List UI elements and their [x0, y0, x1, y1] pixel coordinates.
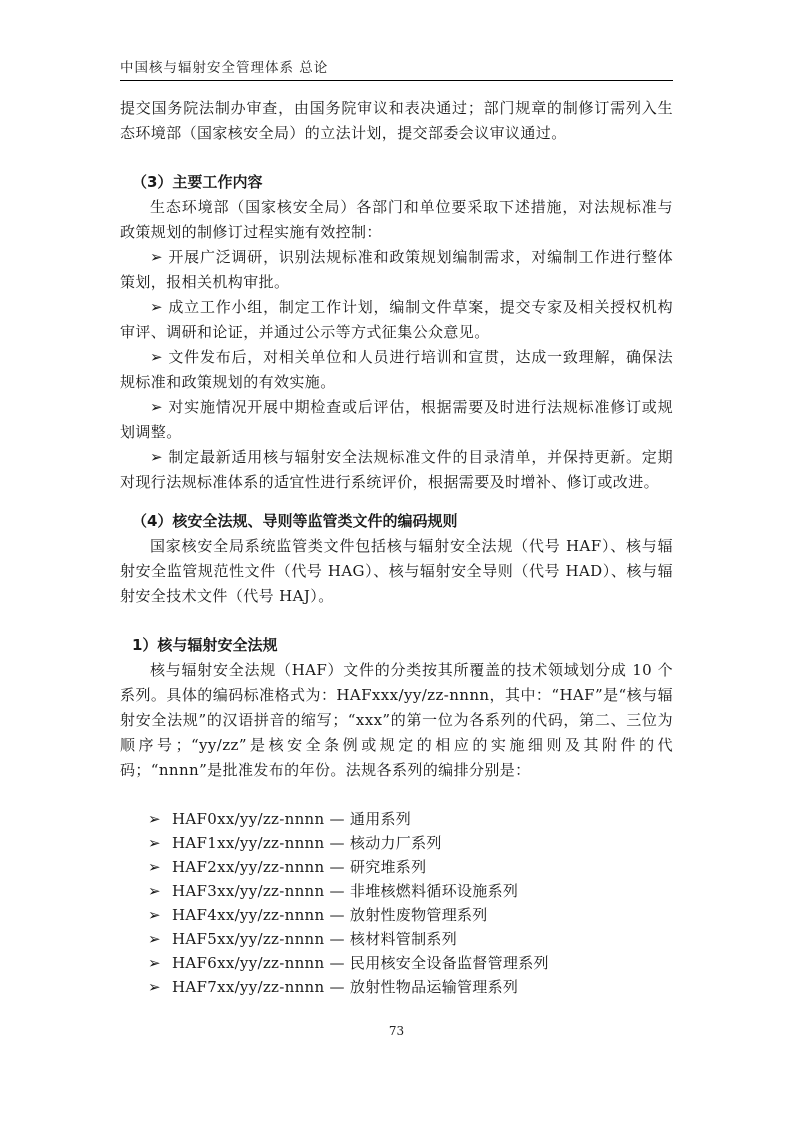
arrow-bullet-icon: ➢: [148, 834, 161, 852]
arrow-bullet-icon: ➢: [150, 398, 163, 416]
arrow-bullet-icon: ➢: [148, 858, 161, 876]
section-3-bullet: ➢ 对实施情况开展中期检查或后评估，根据需要及时进行法规标准修订或规划调整。: [120, 395, 673, 445]
list-item: ➢ HAF5xx/yy/zz-nnnn — 核材料管制系列: [120, 927, 673, 951]
arrow-bullet-icon: ➢: [148, 978, 161, 996]
arrow-bullet-icon: ➢: [148, 906, 161, 924]
haf-series-list: [120, 807, 673, 999]
intro-paragraph: 提交国务院法制办审查，由国务院审议和表决通过；部门规章的制修订需列入生态环境部（国家核安全局）的立法计划，提交部委会议审议通过。: [120, 99, 673, 142]
arrow-bullet-icon: ➢: [150, 248, 163, 266]
running-header: 中国核与辐射安全管理体系 总论: [120, 60, 329, 76]
arrow-bullet-icon: ➢: [148, 810, 161, 828]
list-item: ➢ HAF3xx/yy/zz-nnnn — 非堆核燃料循环设施系列: [120, 879, 673, 903]
arrow-bullet-icon: ➢: [150, 348, 163, 366]
arrow-bullet-icon: ➢: [148, 930, 161, 948]
page-body: [120, 96, 673, 999]
header-rule: [120, 80, 673, 81]
subsection-1-paragraph: 核与辐射安全法规（HAF）文件的分类按其所覆盖的技术领域划分成 10 个系列。具体的编码标准格式为：HAFxxx/yy/zz-nnnn，其中：“HAF”是“核与辐射安全法规”的汉语拼音的缩写；“xxx”的第一位为各系列的代码，第二、三位为顺序号；“yy/zz”是核安全条例或规定的相应的实施细则及其附件的代码；“nnnn”是批准发布的年份。法规各系列的编排分别是：: [120, 661, 673, 779]
section-4-heading: （4）核安全法规、导则等监管类文件的编码规则: [132, 512, 458, 530]
arrow-bullet-icon: ➢: [148, 954, 161, 972]
list-item: ➢ HAF1xx/yy/zz-nnnn — 核动力厂系列: [120, 831, 673, 855]
list-item: ➢ HAF0xx/yy/zz-nnnn — 通用系列: [120, 807, 673, 831]
section-3-intro: 生态环境部（国家核安全局）各部门和单位要采取下述措施，对法规标准与政策规划的制修订过程实施有效控制：: [120, 198, 673, 241]
section-3-heading: （3）主要工作内容: [132, 173, 263, 191]
list-item: ➢ HAF7xx/yy/zz-nnnn — 放射性物品运输管理系列: [120, 975, 673, 999]
arrow-bullet-icon: ➢: [150, 298, 163, 316]
list-item: ➢ HAF6xx/yy/zz-nnnn — 民用核安全设备监督管理系列: [120, 951, 673, 975]
page-number: 73: [388, 1024, 405, 1038]
subsection-1-heading: 1）核与辐射安全法规: [132, 636, 278, 654]
section-3-bullet: ➢ 文件发布后，对相关单位和人员进行培训和宣贯，达成一致理解，确保法规标准和政策规划的有效实施。: [120, 345, 673, 395]
section-4-paragraph: 国家核安全局系统监管类文件包括核与辐射安全法规（代号 HAF）、核与辐射安全监管规范性文件（代号 HAG）、核与辐射安全导则（代号 HAD）、核与辐射安全技术文件（代号 HAJ）。: [120, 537, 673, 605]
section-3-bullet: ➢ 制定最新适用核与辐射安全法规标准文件的目录清单，并保持更新。定期对现行法规标准体系的适宜性进行系统评价，根据需要及时增补、修订或改进。: [120, 445, 673, 495]
section-3-bullet: ➢ 开展广泛调研，识别法规标准和政策规划编制需求，对编制工作进行整体策划，报相关机构审批。: [120, 245, 673, 295]
section-3-bullet: ➢ 成立工作小组，制定工作计划，编制文件草案，提交专家及相关授权机构审评、调研和论证，并通过公示等方式征集公众意见。: [120, 295, 673, 345]
list-item: ➢ HAF4xx/yy/zz-nnnn — 放射性废物管理系列: [120, 903, 673, 927]
arrow-bullet-icon: ➢: [150, 448, 163, 466]
list-item: ➢ HAF2xx/yy/zz-nnnn — 研究堆系列: [120, 855, 673, 879]
arrow-bullet-icon: ➢: [148, 882, 161, 900]
